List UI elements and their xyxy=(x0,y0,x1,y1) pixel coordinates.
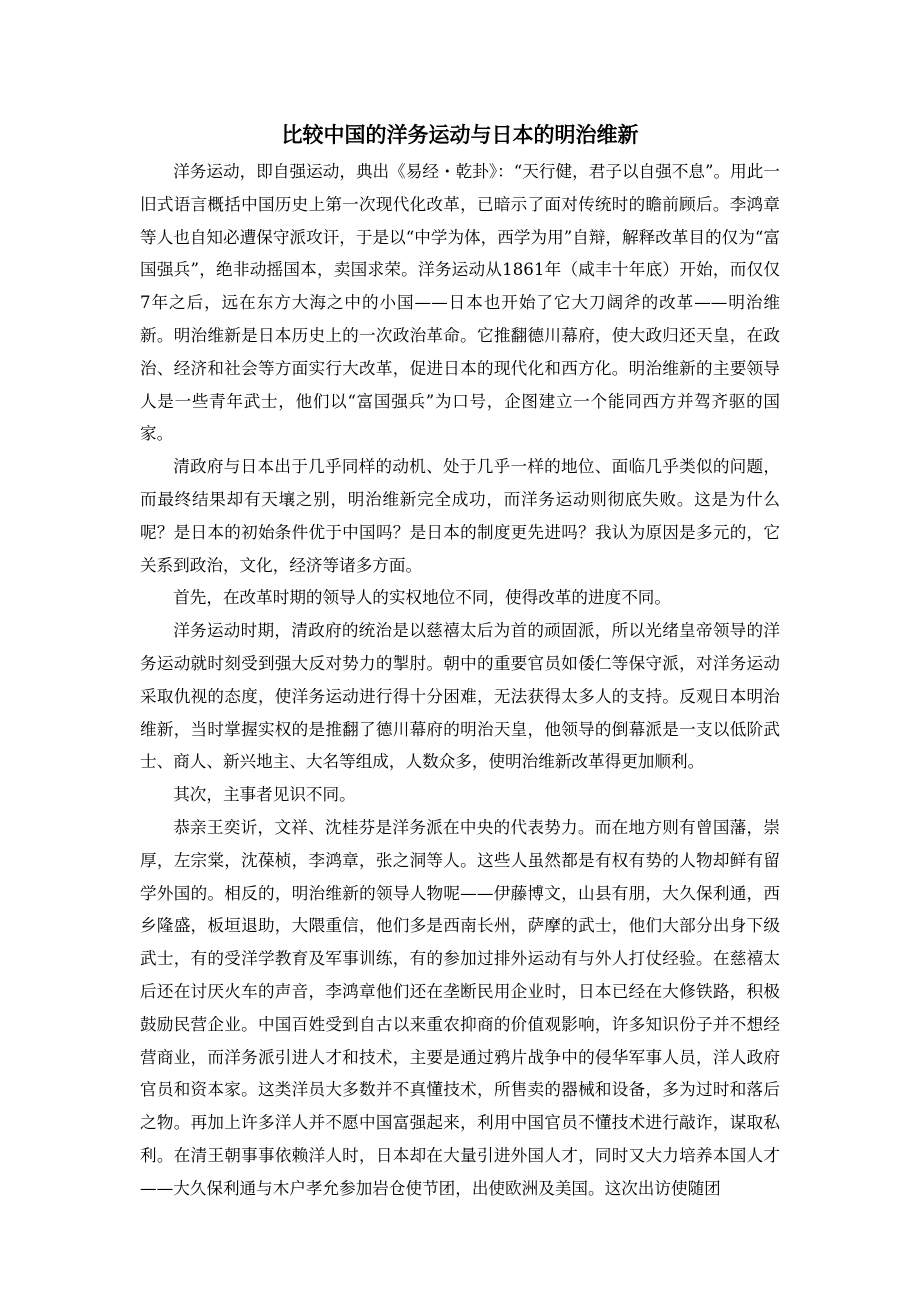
document-body xyxy=(140,156,780,1206)
paragraph-second-point: 其次，主事者见识不同。 xyxy=(173,785,356,805)
paragraph-yangwu-intro: 洋务运动，即自强运动，典出《易经・乾卦》：“天行健，君子以自强不息”。用此一旧式语言概括中国历史上第一次现代化改革，已暗示了面对传统时的瞻前顾后。李鸿章等人也自知必遭保守派攻讦，于是以“中学为体，西学为用”自辩，解释改革目的仅为“富国强兵”，绝非动摇国本，卖国求荣。洋务运动从1861年（咸丰十年底）开始，而仅仅7年之后，远在东方大海之中的小国——日本也开始了它大刀阔斧的改革——明治维新。明治维新是日本历史上的一次政治革命。它推翻德川幕府，使大政归还天皇，在政治、经济和社会等方面实行大改革，促进日本的现代化和西方化。明治维新的主要领导人是一些青年武士，他们以“富国强兵”为口号，企图建立一个能同西方并驾齐驱的国家。 xyxy=(140,162,780,444)
document-title: 比较中国的洋务运动与日本的明治维新 xyxy=(281,123,639,147)
paragraph-leadership-power: 洋务运动时期，清政府的统治是以慈禧太后为首的顽固派，所以光绪皇帝领导的洋务运动就时刻受到强大反对势力的掣肘。朝中的重要官员如倭仁等保守派，对洋务运动采取仇视的态度，使洋务运动进行得十分困难，无法获得太多人的支持。反观日本明治维新，当时掌握实权的是推翻了德川幕府的明治天皇，他领导的倒幕派是一支以低阶武士、商人、新兴地主、大名等组成，人数众多，使明治维新改革得更加顺利。 xyxy=(140,621,780,772)
paragraph-first-point: 首先，在改革时期的领导人的实权地位不同，使得改革的进度不同。 xyxy=(173,588,671,608)
paragraph-comparison-question: 清政府与日本出于几乎同样的动机、处于几乎一样的地位、面临几乎类似的问题，而最终结果却有天壤之别，明治维新完全成功，而洋务运动则彻底失败。这是为什么呢？是日本的初始条件优于中国吗？是日本的制度更先进吗？我认为原因是多元的，它关系到政治，文化，经济等诸多方面。 xyxy=(140,457,780,575)
paragraph-leaders-vision: 恭亲王奕䜣，文祥、沈桂芬是洋务派在中央的代表势力。而在地方则有曾国藩，崇厚，左宗棠，沈葆桢，李鸿章，张之洞等人。这些人虽然都是有权有势的人物却鲜有留学外国的。相反的，明治维新的领导人物呢——伊藤博文，山县有朋，大久保利通，西乡隆盛，板垣退助，大隈重信，他们多是西南长州，萨摩的武士，他们大部分出身下级武士，有的受洋学教育及军事训练，有的参加过排外运动有与外人打仗经验。在慈禧太后还在讨厌火车的声音，李鸿章他们还在垄断民用企业时，日本已经在大修铁路，积极鼓励民营企业。中国百姓受到自古以来重农抑商的价值观影响，许多知识份子并不想经营商业，而洋务派引进人才和技术，主要是通过鸦片战争中的侵华军事人员，洋人政府官员和资本家。这类洋员大多数并不真懂技术，所售卖的器械和设备，多为过时和落后之物。再加上许多洋人并不愿中国富强起来，利用中国官员不懂技术进行敲诈，谋取私利。在清王朝事事依赖洋人时，日本却在大量引进外国人才，同时又大力培养本国人才——大久保利通与木户孝允参加岩仓使节团，出使欧洲及美国。这次出访使随团 xyxy=(140,817,780,1198)
